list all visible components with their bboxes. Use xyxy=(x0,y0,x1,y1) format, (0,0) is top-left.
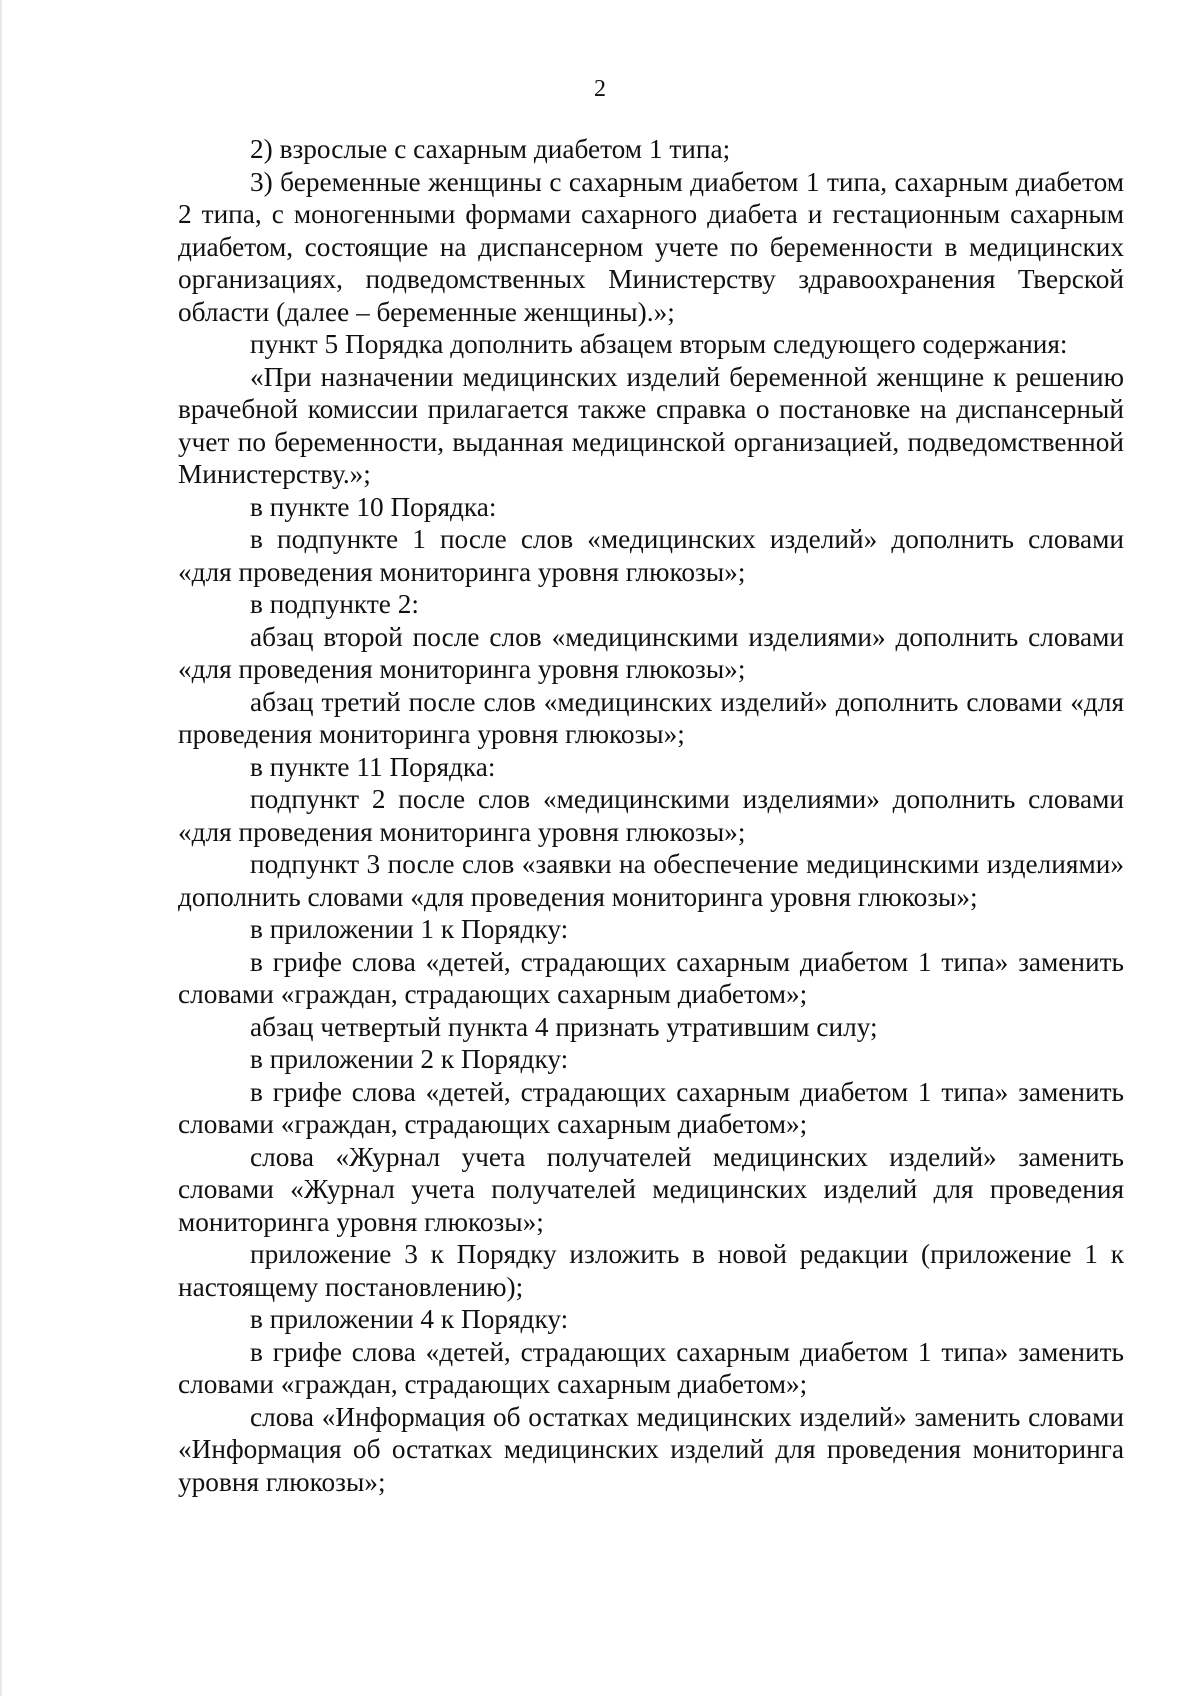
paragraph: 2) взрослые с сахарным диабетом 1 типа; xyxy=(250,134,731,164)
paragraph: в грифе слова «детей, страдающих сахарным диабетом 1 типа» заменить словами «граждан, страдающих сахарным диабетом»; xyxy=(178,1076,1124,1139)
scan-edge xyxy=(0,0,2,1696)
paragraph: в подпункте 1 после слов «медицинских изделий» дополнить словами «для проведения мониторинга уровня глюкозы»; xyxy=(178,524,1124,587)
page-number: 2 xyxy=(594,76,606,102)
paragraph: в приложении 1 к Порядку: xyxy=(250,914,569,944)
paragraph: абзац третий после слов «медицинских изделий» дополнить словами «для проведения мониторинга уровня глюкозы»; xyxy=(178,686,1124,749)
paragraph: в грифе слова «детей, страдающих сахарным диабетом 1 типа» заменить словами «граждан, страдающих сахарным диабетом»; xyxy=(178,1336,1124,1399)
paragraph: подпункт 2 после слов «медицинскими изделиями» дополнить словами «для проведения мониторинга уровня глюкозы»; xyxy=(178,784,1124,847)
paragraph: 3) беременные женщины с сахарным диабетом 1 типа, сахарным диабетом 2 типа, с моногенными формами сахарного диабета и гестационным сахарным диабетом, состоящие на диспансерном учете по беременности в медицинских организациях, подведомственных Министерству здравоохранения Тверской области (далее – беременные женщины).»; xyxy=(178,166,1124,327)
paragraph: слова «Журнал учета получателей медицинских изделий» заменить словами «Журнал учета получателей медицинских изделий для проведения мониторинга уровня глюкозы»; xyxy=(178,1141,1124,1237)
paragraph: в приложении 4 к Порядку: xyxy=(250,1304,569,1334)
paragraph: слова «Информация об остатках медицинских изделий» заменить словами «Информация об остатках медицинских изделий для проведения мониторинга уровня глюкозы»; xyxy=(178,1401,1124,1497)
document-body xyxy=(178,133,1124,1498)
paragraph: приложение 3 к Порядку изложить в новой редакции (приложение 1 к настоящему постановлению); xyxy=(178,1239,1124,1302)
paragraph: пункт 5 Порядка дополнить абзацем вторым следующего содержания: xyxy=(250,329,1068,359)
paragraph: абзац второй после слов «медицинскими изделиями» дополнить словами «для проведения мониторинга уровня глюкозы»; xyxy=(178,621,1124,684)
paragraph: в подпункте 2: xyxy=(250,589,419,619)
paragraph: абзац четвертый пункта 4 признать утратившим силу; xyxy=(250,1011,878,1042)
paragraph: подпункт 3 после слов «заявки на обеспечение медицинскими изделиями» дополнить словами «для проведения мониторинга уровня глюкозы»; xyxy=(178,849,1124,912)
paragraph: в приложении 2 к Порядку: xyxy=(250,1044,569,1074)
paragraph: в грифе слова «детей, страдающих сахарным диабетом 1 типа» заменить словами «граждан, страдающих сахарным диабетом»; xyxy=(178,946,1124,1009)
paragraph: в пункте 10 Порядка: xyxy=(250,491,497,522)
paragraph: «При назначении медицинских изделий беременной женщине к решению врачебной комиссии прилагается также справка о постановке на диспансерный учет по беременности, выданная медицинской организацией, подведомственной Министерству.»; xyxy=(178,361,1124,489)
paragraph: в пункте 11 Порядка: xyxy=(250,751,496,782)
